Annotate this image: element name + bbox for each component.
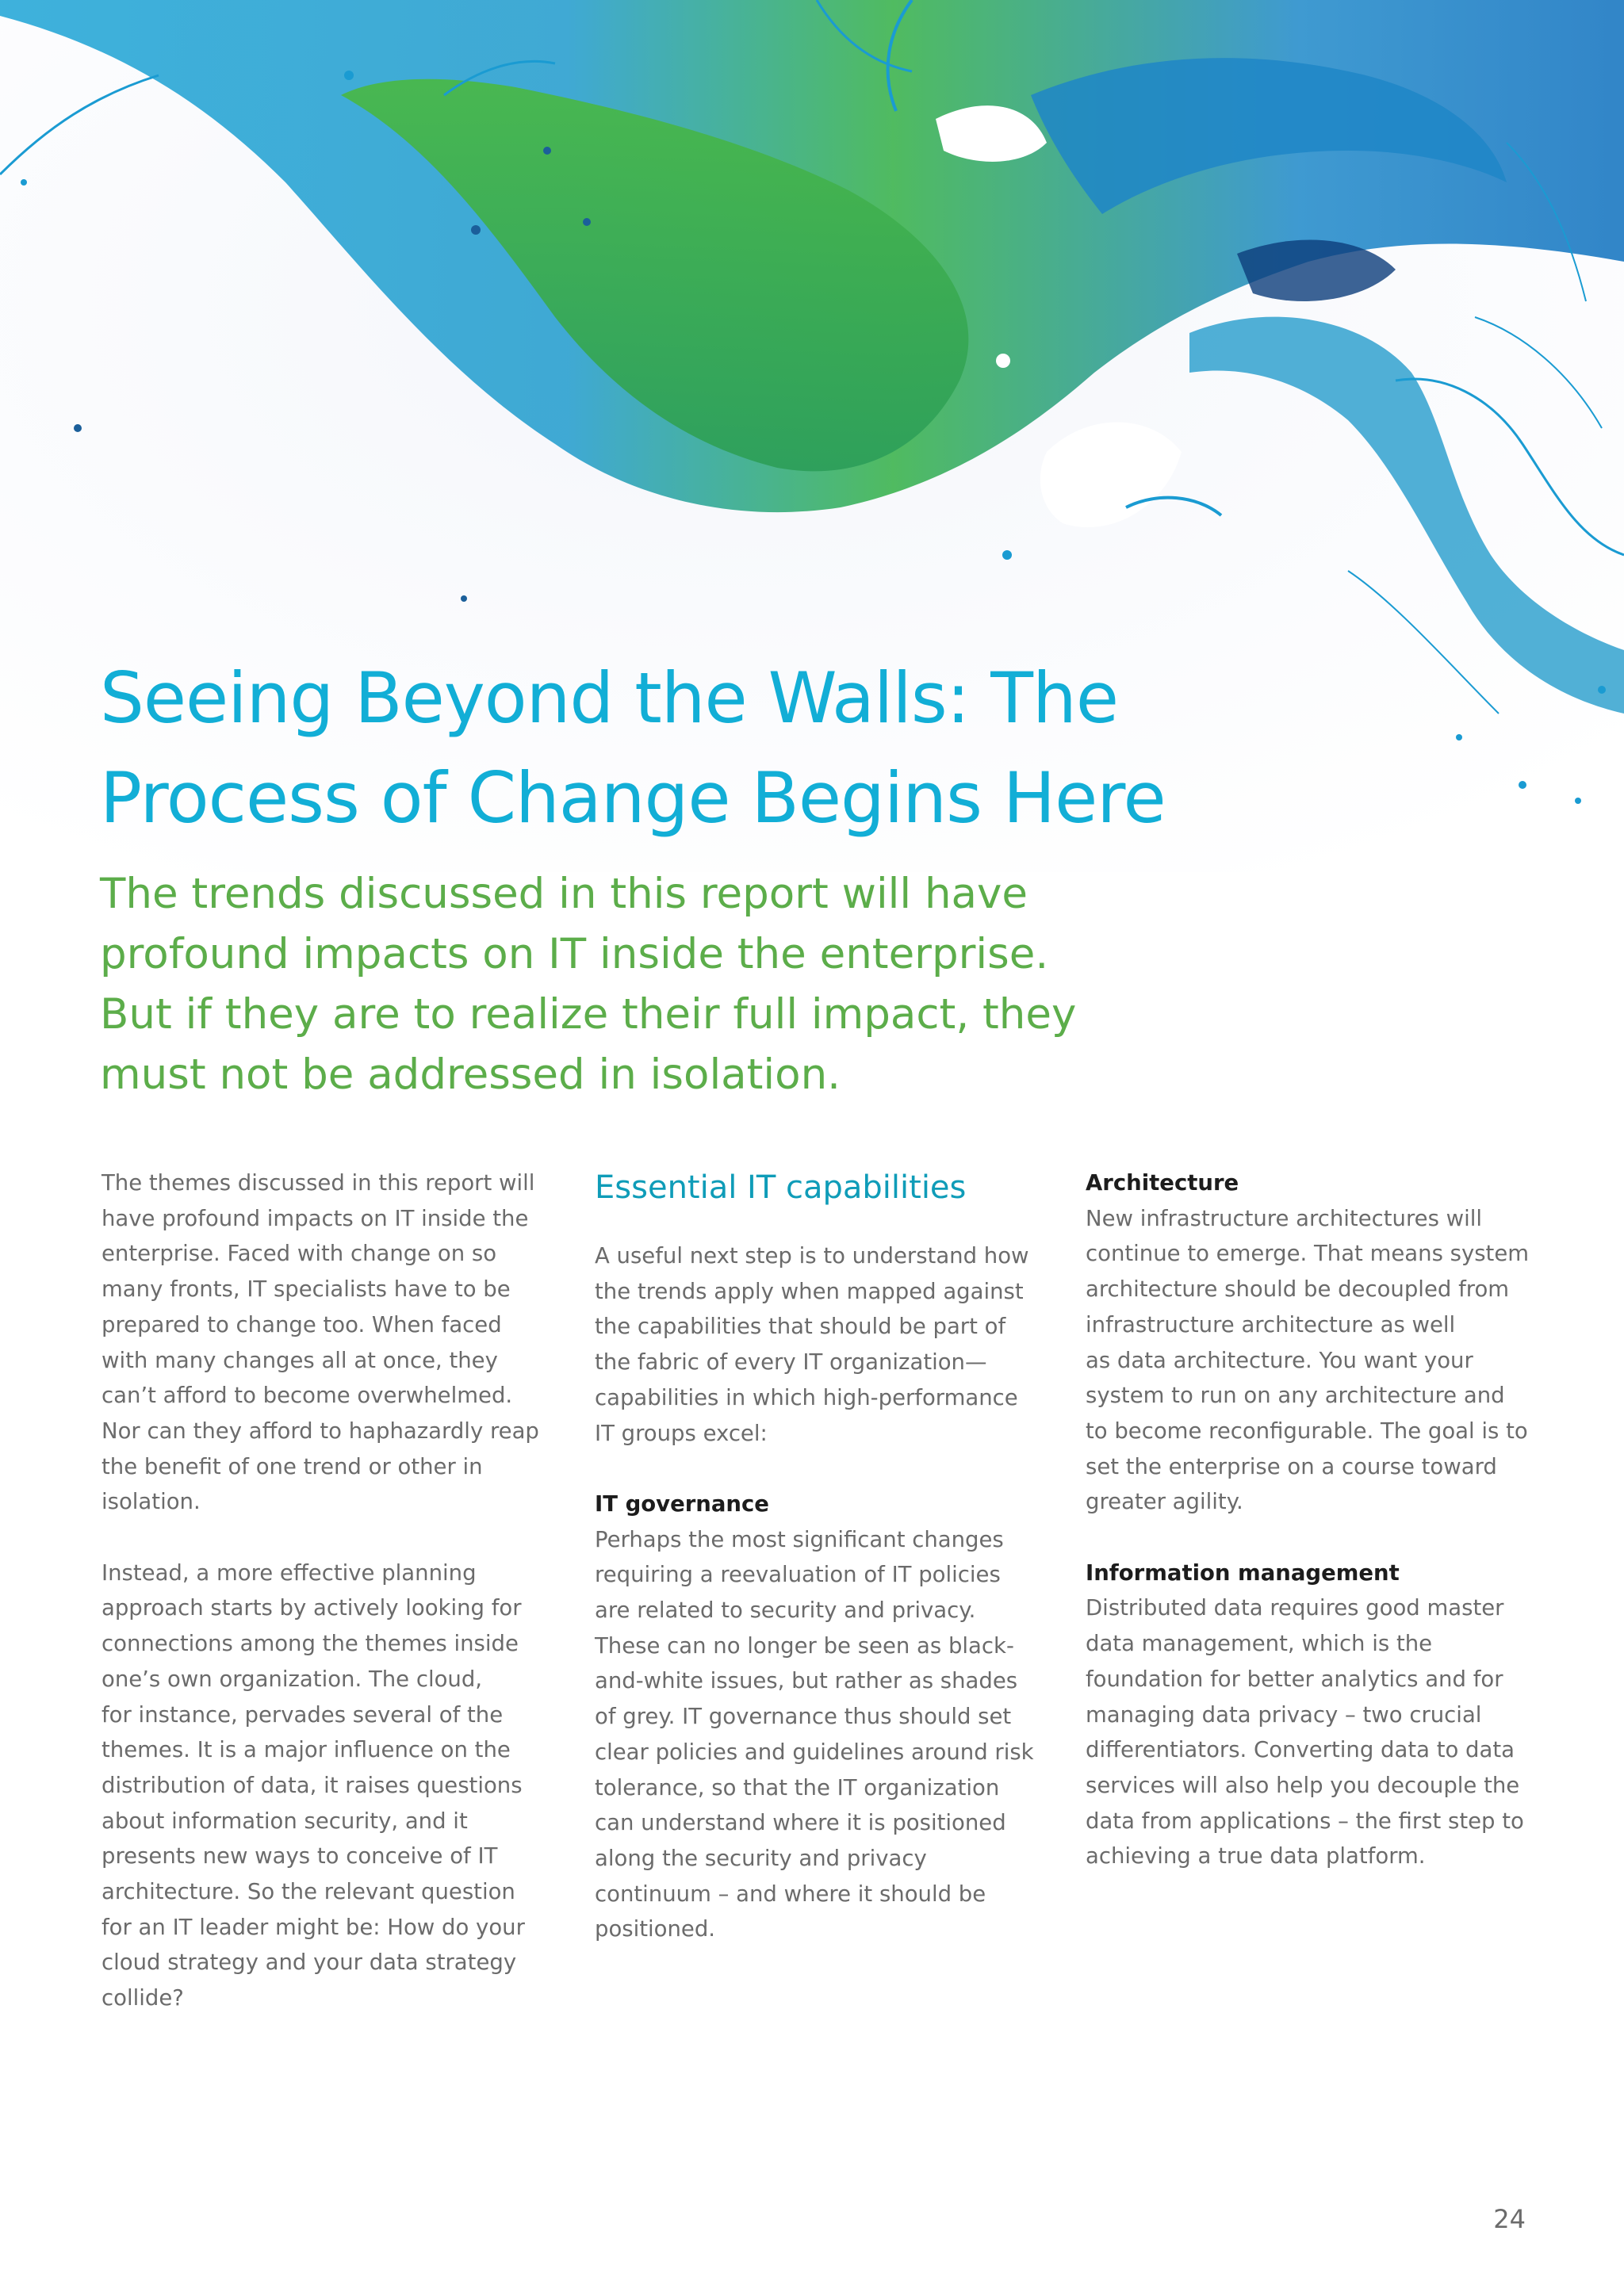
paragraph-spacer — [595, 1451, 1039, 1487]
heading-spacer — [595, 1210, 1039, 1238]
architecture-paragraph: New infrastructure architectures will continue to emerge. That means system architecture should be decoupled from infrastructure architecture as well as data architecture. You want your system to run on any architecture and to become reconfigurable. The goal is to set the enterprise on a course toward greater agility. — [1086, 1205, 1530, 1515]
intro-paragraph-2: Instead, a more effective planning approach starts by actively looking for connections among the themes inside one’s own organization. The cloud, for instance, pervades several of the themes. It is a major influence on the distribution of data, it raises questions about information security, and it presents new ways to conceive of IT architecture. So the relevant question for an IT leader might be: How do your cloud strategy and your data strategy collide? — [102, 1559, 525, 2011]
information-management-paragraph: Distributed data requires good master data management, which is the foundation for better analytics and for managing data privacy – two crucial differentiators. Converting data to data services will also help you decouple the data from applications – the first step to achieving a true data platform. — [1086, 1595, 1524, 1869]
paragraph-spacer — [1086, 1520, 1530, 1556]
page-subtitle: The trends discussed in this report will have profound impacts on IT inside the enterprise. But if they are to realize their full impact, they must not be addressed in isolation. — [100, 870, 1077, 1099]
subheading-architecture: Architecture — [1086, 1170, 1239, 1196]
it-governance-paragraph: Perhaps the most significant changes requiring a reevaluation of IT policies are related to security and privacy. These can no longer be seen as black- and-white issues, but rather as shades of grey. IT governance thus should set clear policies and guidelines around risk tolerance, so that the IT organization can understand where it is positioned along the security and privacy continuum – and where it should be positioned. — [595, 1526, 1034, 1942]
page-title: Seeing Beyond the Walls: The Process of Change Begins Here — [100, 657, 1166, 839]
capabilities-intro-paragraph: A useful next step is to understand how the trends apply when mapped against the capabilities that should be part of the fabric of every IT organization— capabilities in which high-performance IT groups excel: — [595, 1243, 1029, 1446]
page-number: 24 — [1493, 2204, 1526, 2234]
subheading-it-governance: IT governance — [595, 1490, 769, 1517]
column-capabilities — [595, 1165, 1039, 1947]
column-intro — [102, 1165, 546, 2016]
paragraph-spacer — [102, 1520, 546, 1556]
column-architecture — [1086, 1165, 1530, 1874]
section-heading-essential-it-capabilities: Essential IT capabilities — [595, 1169, 967, 1206]
intro-paragraph-1: The themes discussed in this report will have profound impacts on IT inside the enterprise. Faced with change on so many fronts, IT specialists have to be prepared to change too. When faced with many changes all at once, they can’t afford to become overwhelmed. Nor can they afford to haphazardly reap the benefit of one trend or other in isolation. — [102, 1170, 539, 1515]
subheading-information-management: Information management — [1086, 1559, 1400, 1586]
